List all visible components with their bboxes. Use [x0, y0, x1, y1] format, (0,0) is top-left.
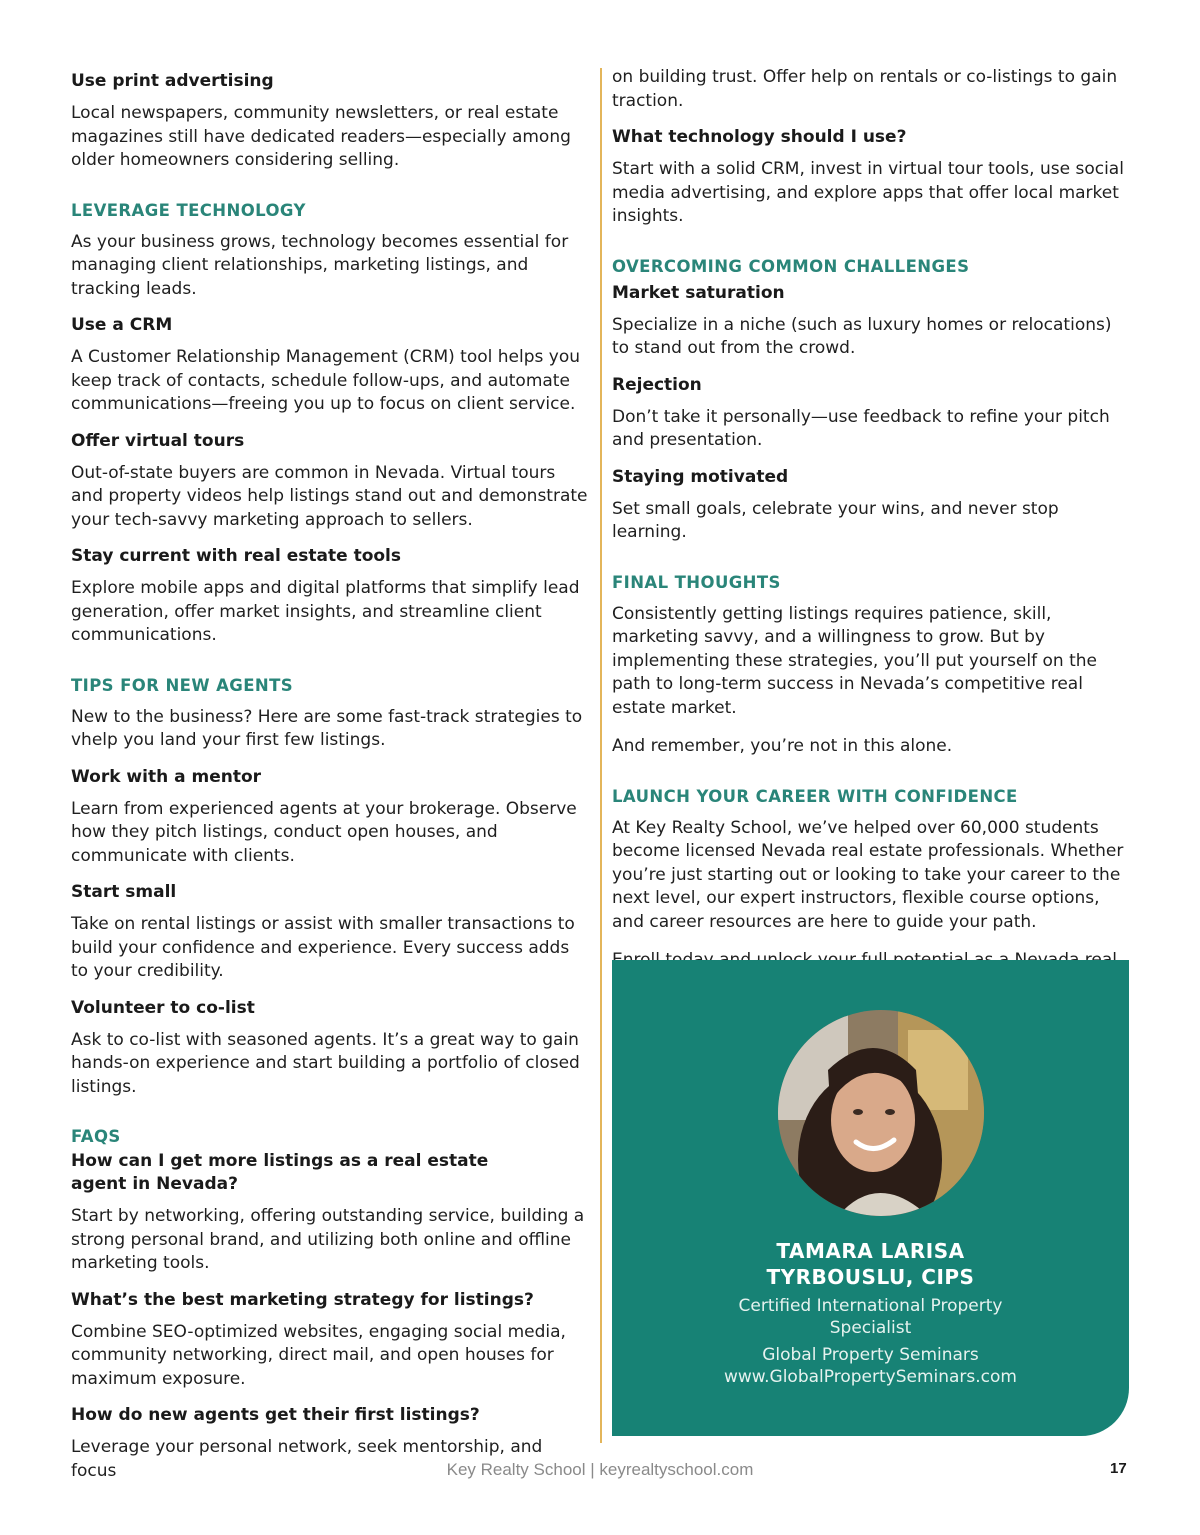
tech-intro: As your business grows, technology becomes essential for managing client relationships, marketing listings, and tracking leads.: [71, 231, 569, 299]
author-name-line-1: TAMARA LARISA: [776, 1239, 965, 1263]
saturation-body: Specialize in a niche (such as luxury homes or relocations) to stand out from the crowd.: [612, 314, 1112, 358]
faq-answer-4: Start with a solid CRM, invest in virtual tour tools, use social media advertising, and explore apps that offer local market insights.: [612, 159, 1124, 226]
tips-section-heading: TIPS FOR NEW AGENTS: [71, 675, 294, 695]
faq-question-3: How do new agents get their first listings?: [71, 1405, 480, 1425]
saturation-heading: Market saturation: [612, 282, 785, 303]
launch-section-heading: LAUNCH YOUR CAREER WITH CONFIDENCE: [612, 786, 1018, 806]
author-org-name: Global Property Seminars: [762, 1345, 979, 1365]
start-small-heading: Start small: [71, 882, 177, 902]
final-thoughts-heading: FINAL THOUGHTS: [612, 572, 781, 592]
print-body: Local newspapers, community newsletters, or real estate magazines still have dedicated readers—especially among older homeowners considering selling.: [71, 103, 571, 170]
start-small-body: Take on rental listings or assist with smaller transactions to build your confidence and experience. Every success adds to your credibility.: [71, 914, 575, 981]
mentor-body: Learn from experienced agents at your brokerage. Observe how they pitch listings, conduct open houses, and communicate with clients.: [71, 798, 577, 866]
left-column: [71, 66, 591, 1483]
author-title-text: Certified International Property Specialist: [738, 1296, 1003, 1338]
page-number: 17: [1110, 1460, 1127, 1477]
rejection-body: Don’t take it personally—use feedback to refine your pitch and presentation.: [612, 406, 1110, 450]
faq-answer-3: Leverage your personal network, seek mentorship, and focus: [71, 1437, 543, 1481]
right-column: [612, 66, 1132, 996]
footer-text: Key Realty School | keyrealtyschool.com: [446, 1460, 754, 1479]
tools-heading: Stay current with real estate tools: [71, 546, 402, 566]
faq-question-1: How can I get more listings as a real estate agent in Nevada?: [71, 1151, 489, 1194]
crm-heading: Use a CRM: [71, 315, 173, 335]
final-thoughts-body: Consistently getting listings requires patience, skill, marketing savvy, and a willingness to grow. But by implementing these strategies, you’ll put yourself on the path to long-term success in Nevada’s competitive real estate market.: [612, 603, 1097, 718]
colist-heading: Volunteer to co-list: [71, 997, 255, 1018]
author-name: [612, 1238, 1129, 1290]
mentor-heading: Work with a mentor: [71, 766, 262, 787]
motivated-heading: Staying motivated: [612, 466, 789, 487]
tools-body: Explore mobile apps and digital platforms that simplify lead generation, offer market insights, and streamline client communications.: [71, 578, 580, 645]
author-website-link[interactable]: www.GlobalPropertySeminars.com: [723, 1367, 1017, 1387]
faq-question-4: What technology should I use?: [612, 127, 907, 147]
faq-answer-1: Start by networking, offering outstanding service, building a strong personal brand, and utilizing both online and offline marketing tools.: [71, 1206, 585, 1273]
author-name-line-2: TYRBOUSLU, CIPS: [766, 1265, 975, 1289]
faqs-section-heading: FAQS: [71, 1127, 121, 1146]
tech-section-heading: LEVERAGE TECHNOLOGY: [71, 200, 306, 220]
faq-question-2: What’s the best marketing strategy for listings?: [71, 1289, 534, 1310]
crm-body: A Customer Relationship Management (CRM) tool helps you keep track of contacts, schedule follow-ups, and automate communications—freeing you up to focus on client service.: [71, 347, 581, 414]
launch-body: At Key Realty School, we’ve helped over 60,000 students become licensed Nevada real estate professionals. Whether you’re just starting out or looking to take your career to the next level, our expert instructors, flexible course options, and career resources are here to guide your path.: [612, 817, 1124, 932]
virtual-tours-heading: Offer virtual tours: [71, 430, 245, 451]
rejection-heading: Rejection: [612, 374, 702, 395]
faq-answer-2: Combine SEO-optimized websites, engaging social media, community networking, direct mail, and open houses for maximum exposure.: [71, 1321, 566, 1389]
print-heading: Use print advertising: [71, 71, 274, 91]
tips-intro: New to the business? Here are some fast-track strategies to vhelp you land your first few listings.: [71, 706, 583, 750]
author-profile-card: [612, 960, 1129, 1436]
author-organization: [612, 1344, 1129, 1388]
author-title: [612, 1295, 1129, 1339]
faq-answer-3-continued: on building trust. Offer help on rentals or co-listings to gain traction.: [612, 67, 1118, 111]
column-divider: [600, 68, 602, 1443]
virtual-tours-body: Out-of-state buyers are common in Nevada. Virtual tours and property videos help listings stand out and demonstrate your tech-savvy marketing approach to sellers.: [71, 462, 588, 530]
colist-body: Ask to co-list with seasoned agents. It’s a great way to gain hands-on experience and start building a portfolio of closed listings.: [71, 1029, 580, 1097]
motivated-body: Set small goals, celebrate your wins, and never stop learning.: [612, 498, 1059, 542]
final-thoughts-closing: And remember, you’re not in this alone.: [612, 736, 953, 756]
challenges-section-heading: OVERCOMING COMMON CHALLENGES: [612, 256, 970, 276]
author-photo: [778, 1010, 984, 1216]
